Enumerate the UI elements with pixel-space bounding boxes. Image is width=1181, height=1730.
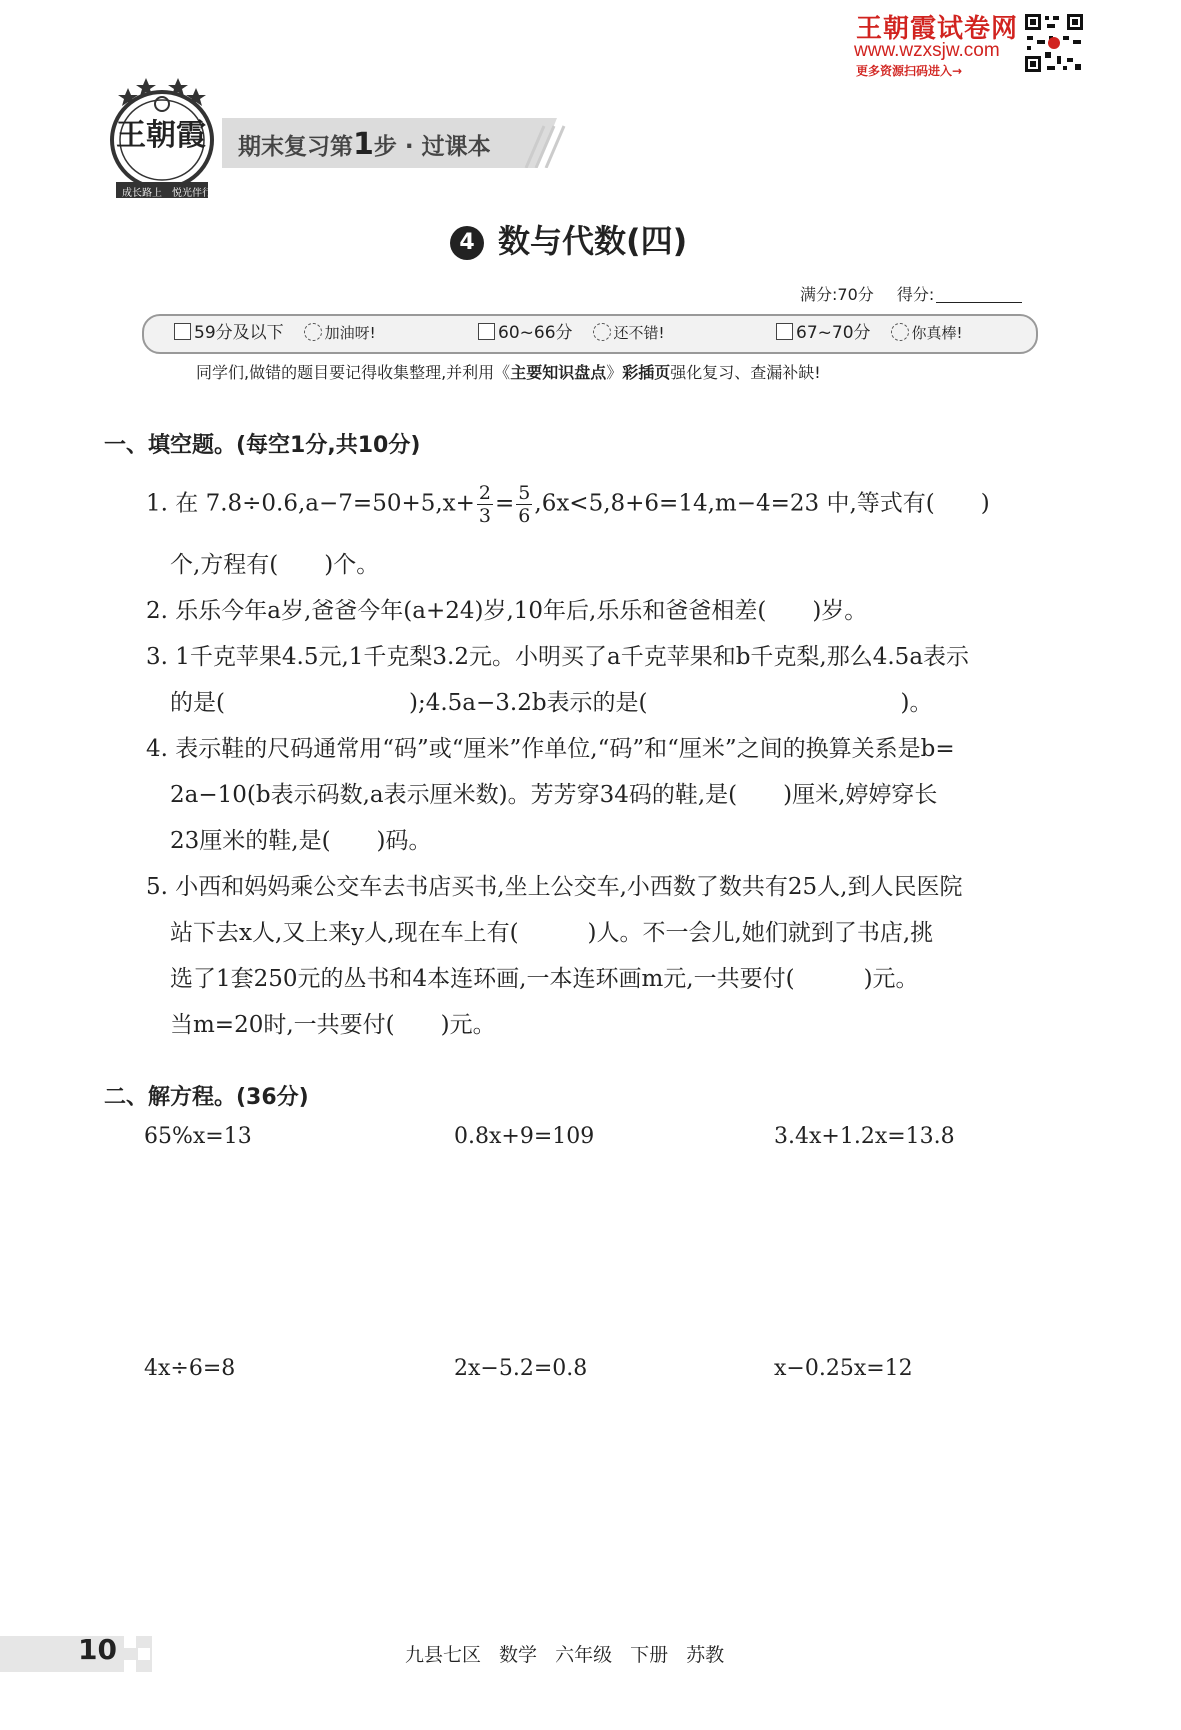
q4-line3: 23厘米的鞋,是( )码。 bbox=[170, 828, 432, 854]
q1-line1: 1. 在 7.8÷0.6,a−7=50+5,x+ $\frac{2}{3}$ = $\frac{5}{6}$ ,6x<5,8+6=14,m−4=23 中,等式有( ) bbox=[146, 482, 990, 527]
q3-line2: 的是( );4.5a−3.2b表示的是( )。 bbox=[170, 690, 933, 716]
fraction-2-3: $\frac{2}{3}$ bbox=[478, 482, 492, 527]
equation-2: 0.8x+9=109 bbox=[454, 1124, 595, 1149]
section2-title: 二、解方程。(36分) bbox=[104, 1085, 309, 1110]
grade-option-3[interactable]: 67~70分 你真棒! bbox=[776, 318, 963, 348]
grade-option-1[interactable]: 59分及以下 加油呀! bbox=[174, 318, 376, 348]
logo-slogan-right: 悦光伴行 bbox=[172, 188, 212, 199]
section1-title: 一、填空题。(每空1分,共10分) bbox=[104, 433, 421, 458]
brand-url[interactable]: www.wzxsjw.com bbox=[854, 40, 1000, 61]
logo-text: 王朝霞 bbox=[116, 118, 206, 153]
q4-line2: 2a−10(b表示码数,a表示厘米数)。芳芳穿34码的鞋,是( )厘米,婷婷穿长 bbox=[170, 782, 938, 808]
got-score-label: 得分: bbox=[896, 285, 935, 304]
checkbox-icon[interactable] bbox=[776, 323, 793, 340]
smiley-icon bbox=[304, 323, 322, 341]
equation-6: x−0.25x=12 bbox=[774, 1356, 913, 1381]
equation-5: 2x−5.2=0.8 bbox=[454, 1356, 588, 1381]
step-label: 期末复习第1步 · 过课本 bbox=[238, 127, 491, 162]
footer-squares-icon bbox=[124, 1636, 152, 1672]
score-box bbox=[800, 282, 1022, 305]
qr-code-icon[interactable] bbox=[1023, 12, 1085, 74]
equation-3: 3.4x+1.2x=13.8 bbox=[774, 1124, 955, 1149]
q2: 2. 乐乐今年a岁,爸爸今年(a+24)岁,10年后,乐乐和爸爸相差( )岁。 bbox=[146, 598, 868, 624]
q1-line2: 个,方程有( )个。 bbox=[170, 552, 380, 578]
brand-cta: 更多资源扫码进入→ bbox=[856, 64, 963, 78]
q5-line1: 5. 小西和妈妈乘公交车去书店买书,坐上公交车,小西数了数共有25人,到人民医院 bbox=[146, 874, 963, 900]
q4-line1: 4. 表示鞋的尺码通常用“码”或“厘米”作单位,“码”和“厘米”之间的换算关系是b= bbox=[146, 736, 955, 762]
unit-number-badge: 4 bbox=[450, 226, 484, 260]
smiley-icon bbox=[593, 323, 611, 341]
equation-4: 4x÷6=8 bbox=[144, 1356, 236, 1381]
study-hint: 同学们,做错的题目要记得收集整理,并利用《主要知识盘点》彩插页强化复习、查漏补缺! bbox=[196, 363, 821, 382]
equation-1: 65%x=13 bbox=[144, 1124, 252, 1149]
q5-line4: 当m=20时,一共要付( )元。 bbox=[170, 1012, 496, 1038]
checkbox-icon[interactable] bbox=[174, 323, 191, 340]
score-blank[interactable] bbox=[936, 302, 1022, 303]
q5-line3: 选了1套250元的丛书和4本连环画,一本连环画m元,一共要付( )元。 bbox=[170, 966, 919, 992]
brand-name: 王朝霞试卷网 bbox=[856, 14, 1019, 44]
page-number: 10 bbox=[78, 1633, 117, 1666]
logo-slogan-left: 成长路上 bbox=[122, 188, 162, 199]
fraction-5-6: $\frac{5}{6}$ bbox=[518, 482, 531, 527]
q3-line1: 3. 1千克苹果4.5元,1千克梨3.2元。小明买了a千克苹果和b千克梨,那么4.5a表示 bbox=[146, 644, 970, 670]
step-number: 1 bbox=[353, 127, 374, 162]
checkbox-icon[interactable] bbox=[478, 323, 495, 340]
grade-option-2[interactable]: 60~66分 还不错! bbox=[478, 318, 665, 348]
smiley-icon bbox=[891, 323, 909, 341]
footer-info: 九县七区 数学 六年级 下册 苏教 bbox=[405, 1644, 725, 1666]
unit-title: 4 数与代数(四) bbox=[450, 216, 687, 262]
full-score-label: 满分:70分 bbox=[800, 285, 874, 304]
q5-line2: 站下去x人,又上来y人,现在车上有( )人。不一会儿,她们就到了书店,挑 bbox=[170, 920, 934, 946]
